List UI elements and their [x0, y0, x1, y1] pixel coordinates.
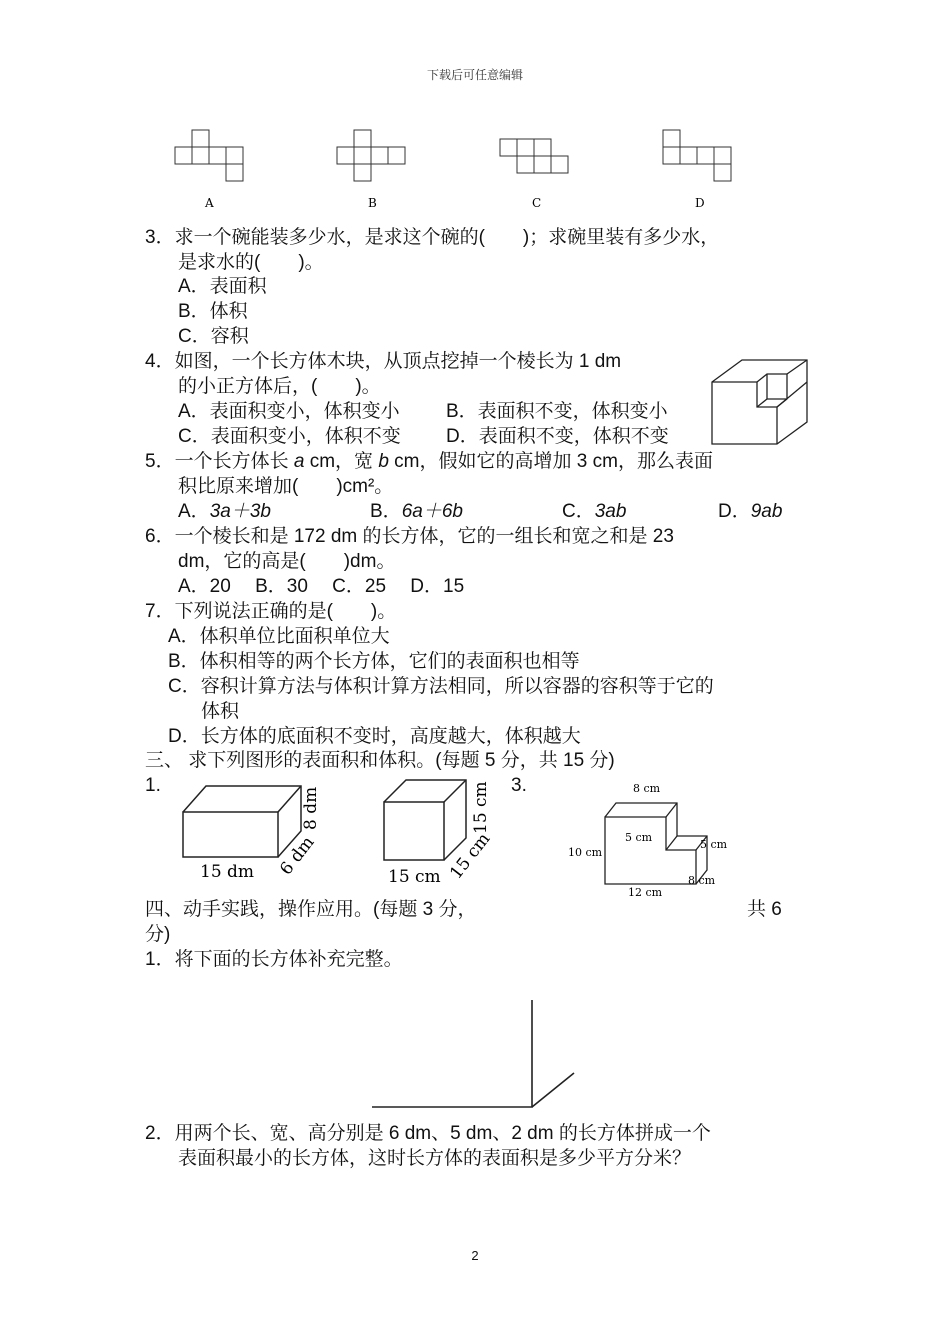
fig3-top-label: 8 cm [633, 782, 661, 795]
q7-line1: 7．下列说法正确的是( )。 [145, 601, 397, 622]
q4-option-b: B．表面积不变，体积变小 [446, 401, 668, 422]
page-header: 下载后可任意编辑 [426, 68, 523, 82]
q5-option-b: B．6a＋6b [370, 501, 463, 522]
section-4-title: 四、动手实践，操作应用。(每题 3 分， [145, 899, 477, 920]
q7-option-d: D．长方体的底面积不变时，高度越大，体积越大 [168, 726, 581, 747]
q4-option-c: C．表面积变小，体积不变 [178, 426, 401, 447]
fig1-width-label: 6 dm [276, 832, 319, 880]
fig2-length-label: 15 cm [388, 867, 441, 887]
cube-nets-figure [150, 125, 810, 215]
net-c [500, 139, 568, 173]
fig3-depth-label: 8 cm [688, 874, 716, 887]
section-4-title-part3: 分) [145, 924, 171, 945]
fig3-right-height-label: 5 cm [700, 838, 728, 851]
partial-cuboid-drawing [360, 995, 590, 1115]
fig3-left-height-label: 10 cm [568, 846, 603, 859]
q6-line2: dm，它的高是( )dm。 [178, 551, 396, 572]
section-3-item-1-number: 1. [145, 775, 161, 796]
q7-option-b: B．体积相等的两个长方体，它们的表面积也相等 [168, 651, 580, 672]
stepped-solid-figure [560, 774, 740, 904]
fig1-height-label: 8 dm [301, 786, 321, 830]
net-label-b: B [368, 196, 377, 210]
net-d [663, 130, 731, 181]
net-label-d: D [695, 196, 705, 210]
page-number: 2 [471, 1248, 479, 1263]
fig2-height-label: 15 cm [471, 781, 491, 834]
section-4-question-2-line1: 2．用两个长、宽、高分别是 6 dm、5 dm、2 dm 的长方体拼成一个 [145, 1123, 711, 1144]
q4-option-a: A．表面积变小，体积变小 [178, 401, 400, 422]
fig2-width-label: 15 cm [446, 829, 495, 884]
q5-option-d: D．9ab [718, 501, 783, 522]
q3-line2: 是求水的( )。 [178, 252, 324, 273]
q4-option-d: D．表面积不变，体积不变 [446, 426, 669, 447]
fig3-step-height-label: 5 cm [625, 831, 653, 844]
q3-option-c: C．容积 [178, 326, 249, 347]
q3-option-b: B．体积 [178, 301, 248, 322]
q5-line2: 积比原来增加( )cm²。 [178, 476, 394, 497]
q3-line1: 3．求一个碗能装多少水，是求这个碗的( )；求碗里装有多少水， [145, 227, 720, 248]
q6-options: A．20 B．30 C．25 D．15 [178, 576, 465, 597]
section-4-question-1: 1．将下面的长方体补充完整。 [145, 949, 403, 970]
q5-line1: 5．一个长方体长 a cm，宽 b cm，假如它的高增加 3 cm，那么表面 [145, 451, 713, 472]
q7-option-a: A．体积单位比面积单位大 [168, 626, 390, 647]
net-label-c: C [532, 196, 542, 210]
q5-option-c: C．3ab [562, 501, 627, 522]
section-3-title: 三、 求下列图形的表面积和体积。(每题 5 分，共 15 分) [145, 750, 615, 771]
fig3-bottom-label: 12 cm [628, 886, 663, 899]
fig1-length-label: 15 dm [200, 862, 255, 882]
net-a [175, 130, 243, 181]
q6-line1: 6．一个棱长和是 172 dm 的长方体，它的一组长和宽之和是 23 [145, 526, 674, 547]
q7-option-c-line1: C．容积计算方法与体积计算方法相同，所以容器的容积等于它的 [168, 676, 714, 697]
q4-line2: 的小正方体后，( )。 [178, 376, 381, 397]
section-4-title-part2: 共 6 [747, 899, 782, 920]
q4-cuboid-figure [700, 352, 815, 452]
section-3-item-3-number: 3. [511, 775, 527, 796]
q5-option-a: A．3a＋3b [178, 501, 271, 522]
net-label-a: A [205, 196, 214, 210]
q4-line1: 4．如图，一个长方体木块，从顶点挖掉一个棱长为 1 dm [145, 351, 622, 372]
section-4-question-2-line2: 表面积最小的长方体，这时长方体的表面积是多少平方分米？ [178, 1148, 692, 1169]
cube-15-figure [370, 770, 500, 890]
net-b [337, 130, 405, 181]
q3-option-a: A．表面积 [178, 276, 267, 297]
cuboid-15-6-8-figure [170, 770, 330, 890]
q7-option-c-line2: 体积 [201, 701, 240, 722]
